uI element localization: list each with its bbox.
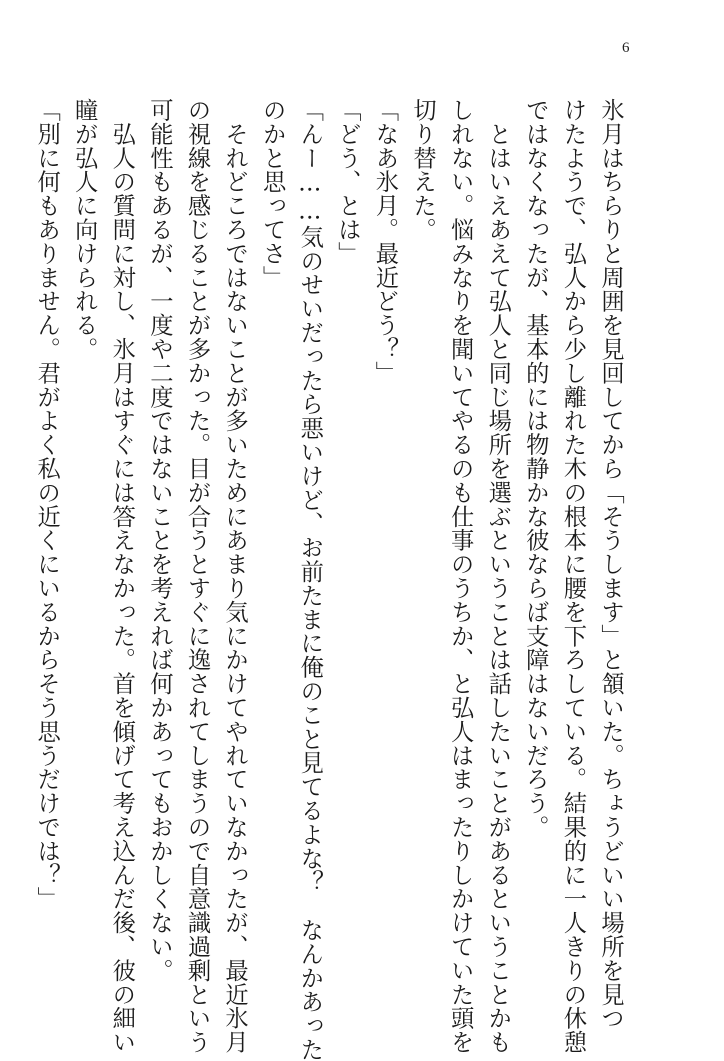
text-line: 「どう、とは」 <box>333 98 361 266</box>
text-line: のかと思ってさ」 <box>258 98 286 290</box>
text-line: 弘人の質問に対し、氷月はすぐには答えなかった。首を傾げて考え込んだ後、彼の細い <box>108 98 136 1054</box>
text-line: 「別に何もありません。君がよく私の近くにいるからそう思うだけでは？」 <box>33 98 61 911</box>
text-line: 「なあ氷月。最近どう？」 <box>371 98 399 385</box>
text-line: 切り替えた。 <box>409 98 437 242</box>
text-line: の視線を感じることが多かった。目が合うとすぐに逸されてしまうので自意識過剰という <box>183 98 211 1054</box>
text-line: しれない。悩みなりを聞いてやるのも仕事のうちか、と弘人はまったりしかけていた頭を <box>446 98 474 1054</box>
text-line: けたようで、弘人から少し離れた木の根本に腰を下ろしている。結果的に一人きりの休憩 <box>559 98 587 1054</box>
vertical-text-body <box>33 98 629 1061</box>
text-line: とはいえあえて弘人と同じ場所を選ぶということは話したいことがあるということかも <box>484 98 512 1054</box>
page-number: 6 <box>622 40 630 56</box>
text-line: ではなくなったが、基本的には物静かな彼ならば支障はないだろう。 <box>521 98 549 839</box>
text-line: 氷月はちらりと周囲を見回してから「そうします」と頷いた。ちょうどいい場所を見つ <box>597 98 624 1031</box>
text-line: 瞳が弘人に向けられる。 <box>70 98 98 361</box>
text-line: それどころではないことが多いためにあまり気にかけてやれていなかったが、最近氷月 <box>221 98 249 1054</box>
text-line: 「んー……気のせいだったら悪いけど、お前たまに俺のこと見てるよな？ なんかあった <box>296 98 324 1061</box>
text-line: 可能性もあるが、一度や二度ではないことを考えれば何かあってもおかしくない。 <box>145 98 173 983</box>
